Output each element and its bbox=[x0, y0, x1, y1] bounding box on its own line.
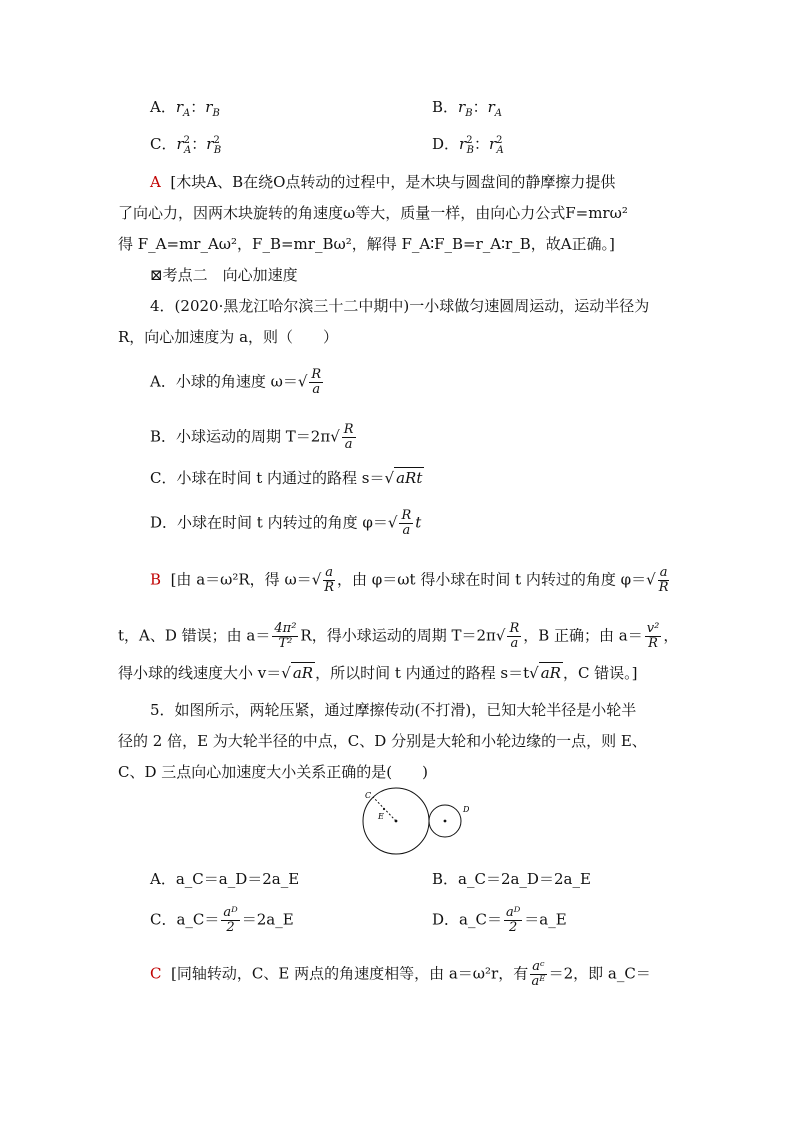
q4-explanation-line3: 得小球的线速度大小 v＝√ aR ，所以时间 t 内通过的路程 s＝t√ aR ，C 错误。] bbox=[118, 664, 638, 682]
label-d: D bbox=[463, 805, 470, 814]
q4-explanation-line2: t，A、D 错误；由 a＝ $\frac{\text{4π²}}{\text{T²}}$ R，得小球运动的周期 T＝2π√ $\frac{R}{a}$ ，B 正确；由 a＝ $\frac{\text{v²}}{R}$ ， bbox=[118, 621, 679, 651]
label-e: E bbox=[378, 812, 384, 821]
q4-option-d: D．小球在时间 t 内转过的角度 φ＝√ $\frac{R}{a}$ t bbox=[150, 508, 422, 538]
q4-stem-line1: 4．(2020·黑龙江哈尔滨三十二中期中)一小球做匀速圆周运动，运动半径为 bbox=[150, 297, 650, 315]
q5-option-a: A．a_C＝a_D＝2a_E bbox=[150, 870, 300, 888]
q3-explanation-line2: 了向心力，因两木块旋转的角速度ω等大，质量一样，由向心力公式F=mrω² bbox=[118, 204, 628, 222]
q3-option-d: D．$r^2_B$：$r^2_A$ bbox=[432, 135, 504, 156]
q3-option-a: A．$r_A$：$r_B$ bbox=[150, 98, 220, 119]
q3-option-c: C．$r^2_A$：$r^2_B$ bbox=[150, 135, 222, 156]
large-wheel-center bbox=[395, 820, 398, 823]
small-wheel-center bbox=[444, 820, 447, 823]
q5-stem-line1: 5．如图所示，两轮压紧，通过摩擦传动(不打滑)，已知大轮半径是小轮半 bbox=[150, 701, 637, 719]
q5-option-d: D．a_C＝ $\frac{\text{aᴰ}}{2}$ ＝a_E bbox=[432, 905, 567, 935]
q3-answer: A bbox=[150, 173, 161, 191]
q4-option-c: C．小球在时间 t 内通过的路程 s＝√ aRt bbox=[150, 469, 423, 487]
q5-stem-line3: C、D 三点向心加速度大小关系正确的是( ) bbox=[118, 763, 428, 781]
q5-answer: C bbox=[150, 964, 162, 983]
label-c: C bbox=[365, 791, 372, 800]
q5-explanation-line1: C [同轴转动，C、E 两点的角速度相等，由 a＝ω²r，有 $\frac{\text{aᶜ}}{\text{aᴱ}}$ ＝2，即 a_C＝ bbox=[150, 959, 651, 989]
q5-stem-line2: 径的 2 倍，E 为大轮半径的中点，C、D 分别是大轮和小轮边缘的一点，则 E、 bbox=[118, 732, 647, 750]
q4-explanation-line1: B [由 a＝ω²R，得 ω＝√ $\frac{a}{R}$ ，由 φ＝ωt 得小球在时间 t 内转过的角度 φ＝√ $\frac{a}{R}$ bbox=[150, 565, 669, 595]
q4-option-a: A．小球的角速度 ω＝√ $\frac{R}{a}$ bbox=[150, 367, 322, 397]
q5-option-c: C．a_C＝ $\frac{\text{aᴰ}}{2}$ ＝2a_E bbox=[150, 905, 294, 935]
q4-answer: B bbox=[150, 570, 162, 589]
section-title: ⊠考点二 向心加速度 bbox=[150, 266, 298, 284]
q5-option-b: B．a_C＝2a_D＝2a_E bbox=[432, 870, 591, 888]
q3-explanation-line1: A [木块A、B在绕O点转动的过程中，是木块与圆盘间的静摩擦力提供 bbox=[150, 173, 616, 191]
q4-stem-line2: R，向心加速度为 a，则（ ） bbox=[118, 328, 339, 346]
q3-explanation-line3: 得 F_A=mr_Aω²，F_B=mr_Bω²，解得 F_A∶F_B=r_A∶r_B，故A正确。] bbox=[118, 235, 615, 253]
point-e bbox=[383, 808, 385, 810]
q4-option-b: B．小球运动的周期 T＝2π√ $\frac{R}{a}$ bbox=[150, 422, 354, 452]
q3-option-b: B．$r_B$：$r_A$ bbox=[432, 98, 502, 119]
two-wheels-figure bbox=[355, 785, 485, 857]
